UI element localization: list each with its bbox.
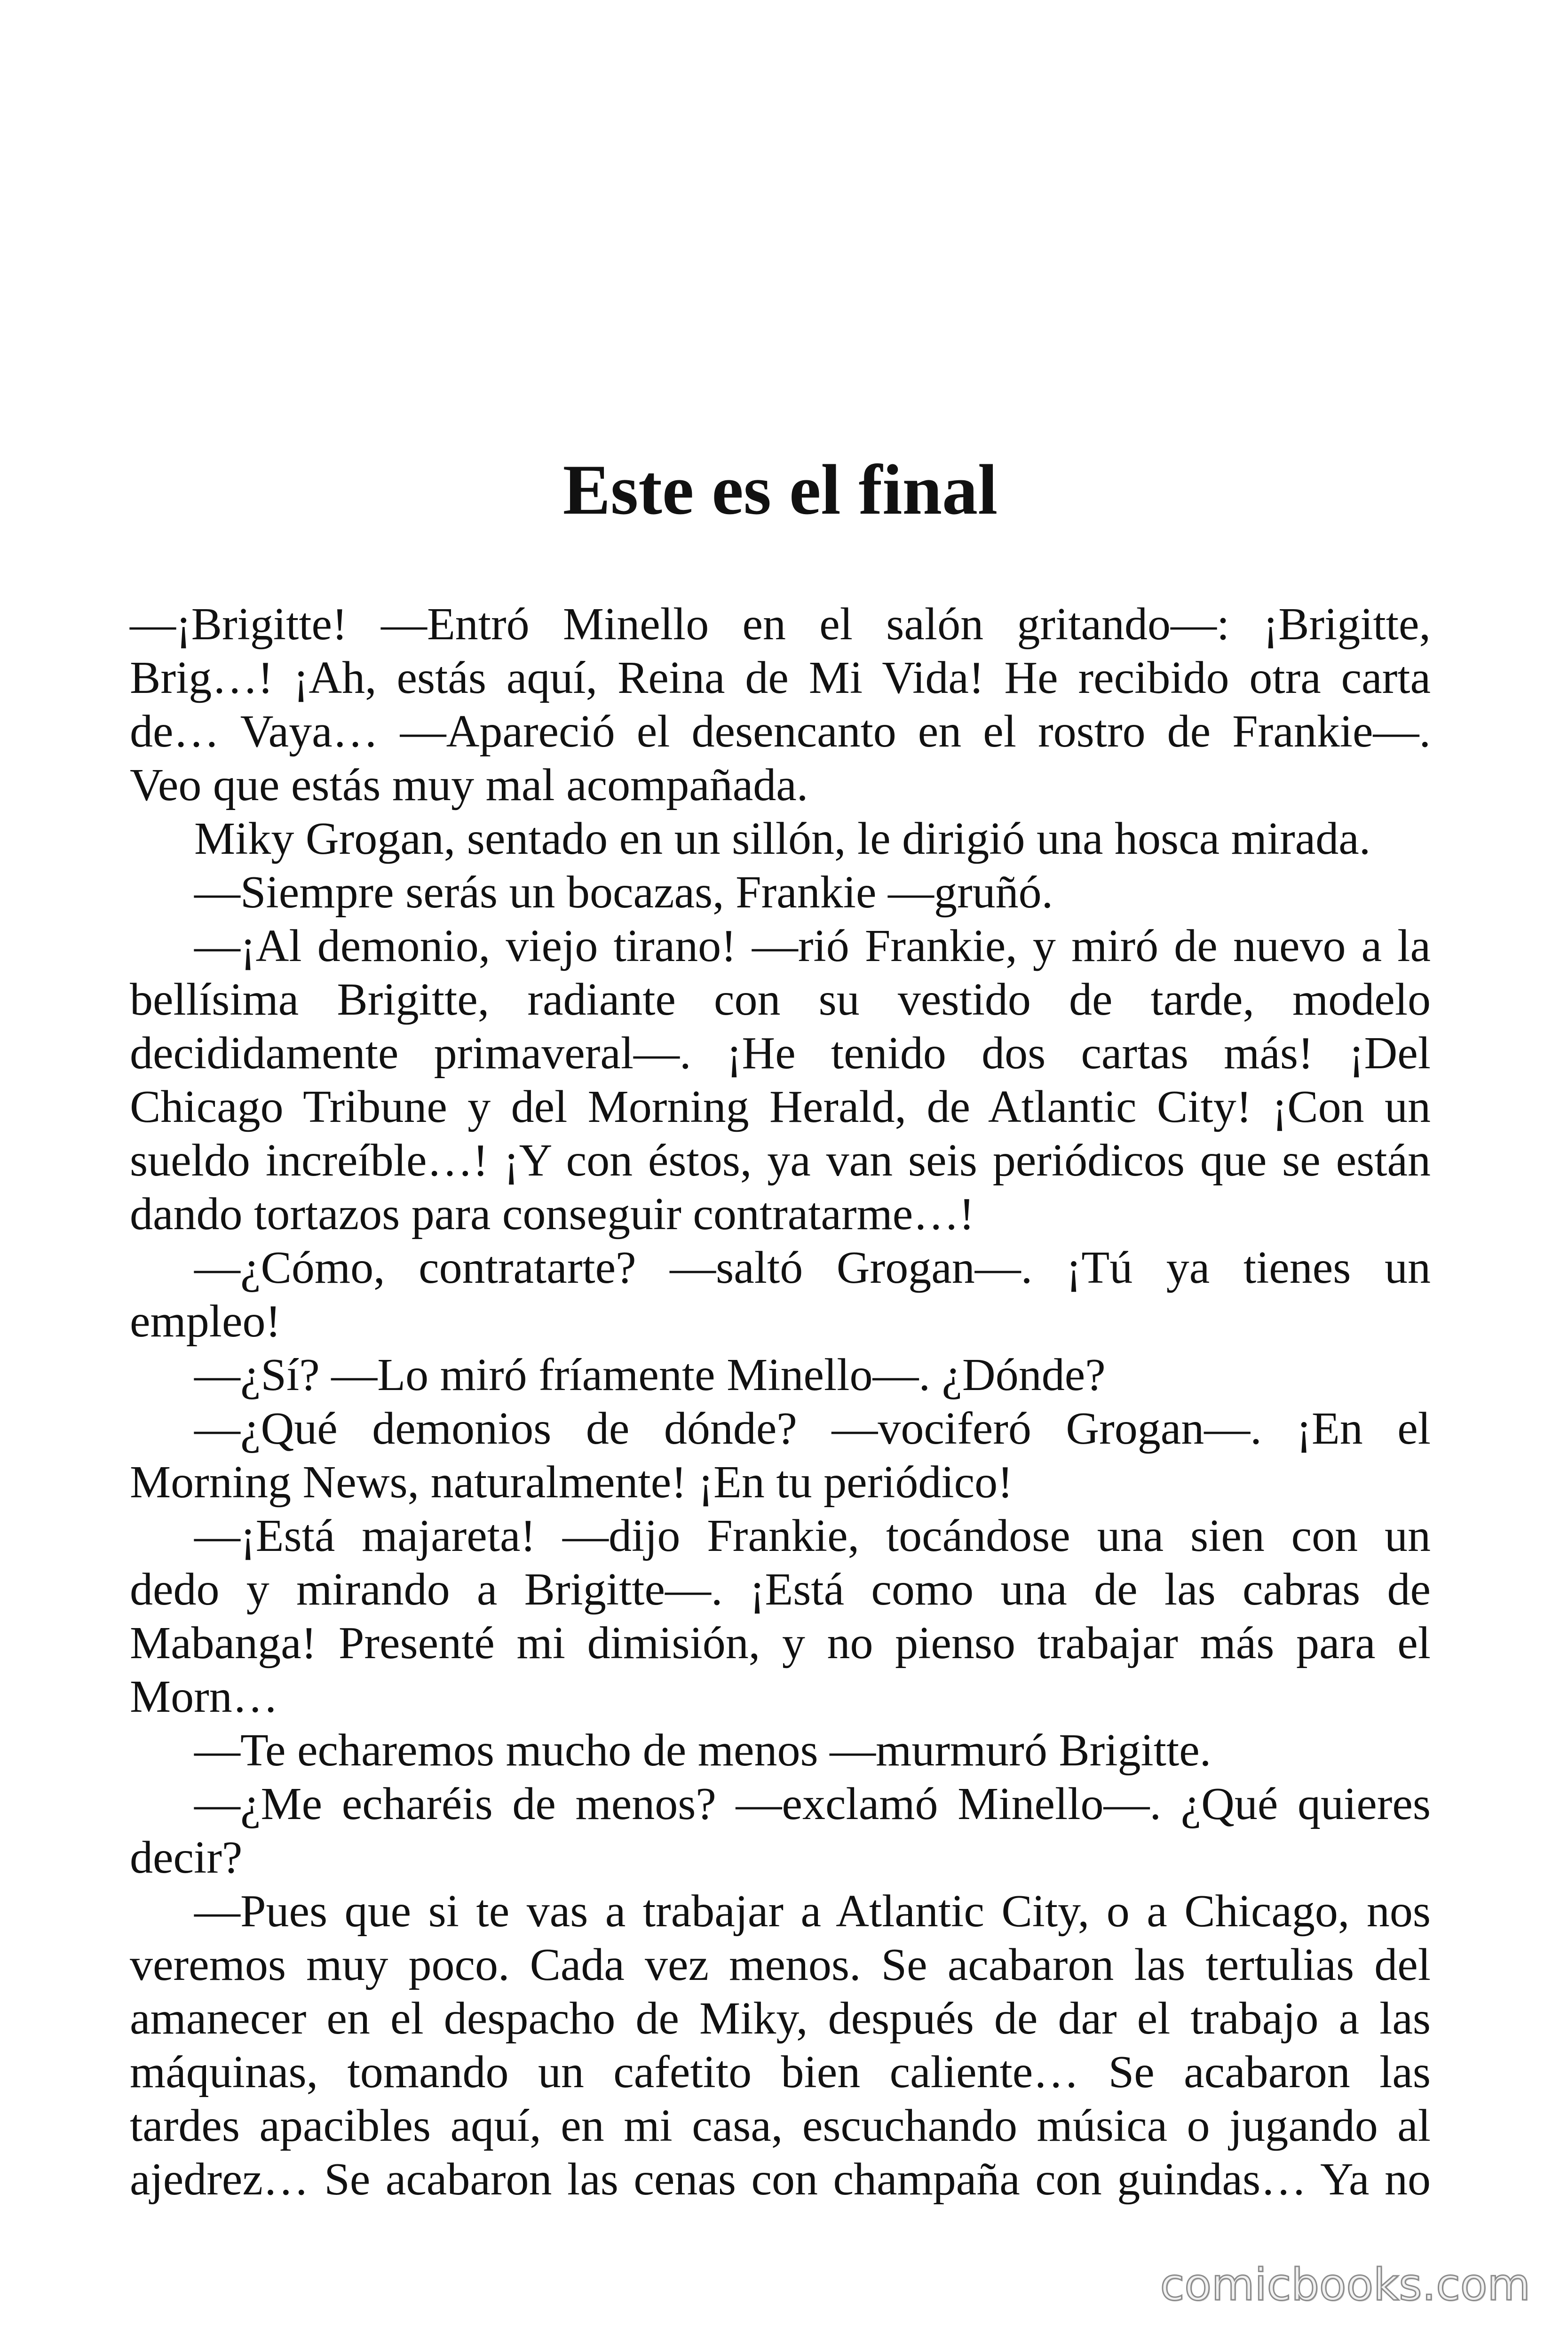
text-line: ajedrez… Se acabaron las cenas con champaña con guindas… Ya no: [130, 2154, 1431, 2205]
text-line: —¿Cómo, contratarte? —saltó Grogan—. ¡Tú ya tienes un: [194, 1242, 1431, 1293]
text-line: máquinas, tomando un cafetito bien caliente… Se acabaron las: [130, 2047, 1431, 2098]
text-line: —¿Me echaréis de menos? —exclamó Minello—. ¿Qué quieres: [194, 1779, 1431, 1829]
text-line: empleo!: [130, 1296, 281, 1347]
paragraph: [130, 812, 1431, 866]
text-line: —Te echaremos mucho de menos —murmuró Brigitte.: [194, 1725, 1212, 1776]
paragraph: [130, 919, 1431, 1241]
text-line: —Siempre serás un bocazas, Frankie —gruñó.: [194, 867, 1053, 918]
text-line: dando tortazos para conseguir contratarme…!: [130, 1189, 974, 1240]
text-line: Miky Grogan, sentado en un sillón, le dirigió una hosca mirada.: [194, 813, 1371, 864]
text-line: tardes apacibles aquí, en mi casa, escuchando música o jugando al: [130, 2100, 1431, 2151]
text-line: Morn…: [130, 1671, 278, 1722]
text-line: amanecer en el despacho de Miky, después de dar el trabajo a las: [130, 1993, 1431, 2044]
text-line: Brig…! ¡Ah, estás aquí, Reina de Mi Vida! He recibido otra carta: [130, 652, 1431, 703]
text-line: sueldo increíble…! ¡Y con éstos, ya van seis periódicos que se están: [130, 1135, 1431, 1186]
paragraph: [130, 1241, 1431, 1348]
text-line: —¿Qué demonios de dónde? —vociferó Grogan—. ¡En el: [194, 1403, 1431, 1454]
watermark: comicbooks.com: [1160, 2259, 1530, 2311]
paragraph: [130, 1724, 1431, 1777]
text-line: veremos muy poco. Cada vez menos. Se acabaron las tertulias del: [130, 1939, 1431, 1990]
paragraph: [130, 1402, 1431, 1509]
chapter-body: [130, 597, 1431, 2206]
paragraph: [130, 866, 1431, 919]
text-line: —¡Al demonio, viejo tirano! —rió Frankie, y miró de nuevo a la: [194, 921, 1431, 971]
paragraph: [130, 1348, 1431, 1402]
text-line: decididamente primaveral—. ¡He tenido dos cartas más! ¡Del: [130, 1028, 1431, 1079]
text-line: de… Vaya… —Apareció el desencanto en el rostro de Frankie—.: [130, 706, 1431, 757]
text-line: Mabanga! Presenté mi dimisión, y no pienso trabajar más para el: [130, 1618, 1431, 1669]
paragraph: [130, 1509, 1431, 1724]
text-line: —¡Está majareta! —dijo Frankie, tocándose una sien con un: [194, 1510, 1431, 1561]
paragraph: [130, 1884, 1431, 2206]
chapter-title: Este es el final: [562, 450, 998, 529]
text-line: —¡Brigitte! —Entró Minello en el salón gritando—: ¡Brigitte,: [130, 599, 1431, 650]
text-line: bellísima Brigitte, radiante con su vestido de tarde, modelo: [130, 974, 1431, 1025]
text-line: Chicago Tribune y del Morning Herald, de Atlantic City! ¡Con un: [130, 1081, 1431, 1132]
paragraph: [130, 597, 1431, 812]
text-line: dedo y mirando a Brigitte—. ¡Está como una de las cabras de: [130, 1564, 1431, 1615]
text-line: Morning News, naturalmente! ¡En tu periódico!: [130, 1457, 1013, 1508]
text-line: decir?: [130, 1832, 243, 1883]
text-line: —¿Sí? —Lo miró fríamente Minello—. ¿Dónde?: [194, 1350, 1106, 1400]
paragraph: [130, 1777, 1431, 1884]
text-line: —Pues que si te vas a trabajar a Atlantic City, o a Chicago, nos: [194, 1886, 1431, 1937]
text-line: Veo que estás muy mal acompañada.: [130, 760, 808, 810]
